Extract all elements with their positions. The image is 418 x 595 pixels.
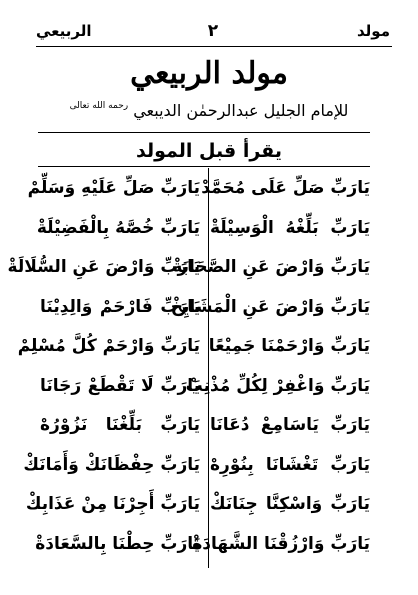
verse-right-hemistich: يَارَبِّ وَارْزُقْنَا الشَّهَادَةْ <box>192 533 370 554</box>
verse-left-hemistich: يَارَبِّ أَجِرْنَا مِنْ عَذَابِكْ <box>25 494 200 514</box>
header-left-text: الربيعي <box>36 22 92 40</box>
page-number: ٢ <box>207 21 219 41</box>
verse-right-hemistich: يَارَبِّ وَاسْكِنَّا جِنَانَكْ <box>210 494 370 514</box>
verse-right-hemistich: يَارَبِّ وَارْضَ عَنِ الْمَشَايِخْ <box>170 296 370 317</box>
honorific-mark: رحمه الله تعالى <box>69 101 129 111</box>
page-title: مولد الربيعي <box>130 56 288 91</box>
verse-left-hemistich: يَارَبِّ صَلِّ عَلَيْهِ وَسَلِّمْ <box>27 178 200 198</box>
verse-row <box>36 210 370 250</box>
header-right-text: مولد <box>357 22 390 40</box>
verse-left-hemistich: يَارَبِّ فَارْحَمْ وَالِدِيْنَا <box>40 296 200 317</box>
verse-right-hemistich: يَارَبِّ تَغْشَانَا بِنُوْرِهْ <box>210 454 370 475</box>
verse-right-hemistich: يَارَبِّ يَاسَامِعْ دُعَانَا <box>210 415 370 435</box>
verse-row <box>40 289 370 329</box>
verse-row <box>23 447 370 487</box>
section-title: يقرأ قبل المولد <box>136 140 282 162</box>
verse-list <box>7 170 370 565</box>
verse-row <box>25 486 370 526</box>
subtitle-text: للإمام الجليل عبدالرحمٰن الديبعي <box>133 101 349 120</box>
header-rule <box>36 46 392 47</box>
running-header <box>36 22 390 46</box>
page-subtitle <box>0 101 418 120</box>
verse-left-hemistich: يَارَبِّ حِطْنَا بِالسَّعَادَةْ <box>35 533 200 554</box>
verse-row <box>40 368 370 408</box>
verse-row <box>35 526 370 566</box>
title-rule <box>38 132 370 133</box>
verse-row <box>17 328 370 368</box>
verse-right-hemistich: يَارَبِّ بَلِّغْهُ الْوَسِيْلَةْ <box>210 217 370 238</box>
section-rule <box>38 166 370 167</box>
verse-right-hemistich: يَارَبِّ وَارْضَ عَنِ الصَّحَابَةْ <box>172 257 370 277</box>
verse-right-hemistich: يَارَبِّ وَارْحَمْنَا جَمِيْعًا <box>208 336 370 356</box>
verse-left-hemistich: يَارَبِّ بَلِّغْنَا نَزُوْرُهْ <box>40 415 200 435</box>
verse-right-hemistich: يَارَبِّ وَاغْفِرْ لِكُلِّ مُذْنِبْ <box>185 375 370 396</box>
verse-left-hemistich: يَارَبِّ وَارْضَ عَنِ السُّلَالَةْ <box>7 257 200 277</box>
verse-left-hemistich: يَارَبِّ وَارْحَمْ كُلَّ مُسْلِمْ <box>17 336 200 356</box>
verse-left-hemistich: يَارَبِّ خُصَّهُ بِالْفَضِيْلَةْ <box>36 217 200 238</box>
verse-row <box>27 170 370 210</box>
verse-right-hemistich: يَارَبِّ صَلِّ عَلَى مُحَمَّدْ <box>201 178 370 198</box>
verse-row <box>7 249 370 289</box>
verse-row <box>40 407 370 447</box>
verse-left-hemistich: يَارَبِّ حِفْظَانَكْ وَأَمَانَكْ <box>23 454 200 475</box>
verse-left-hemistich: يَارَبِّ لَا تَقْطَعْ رَجَانَا <box>40 375 200 396</box>
